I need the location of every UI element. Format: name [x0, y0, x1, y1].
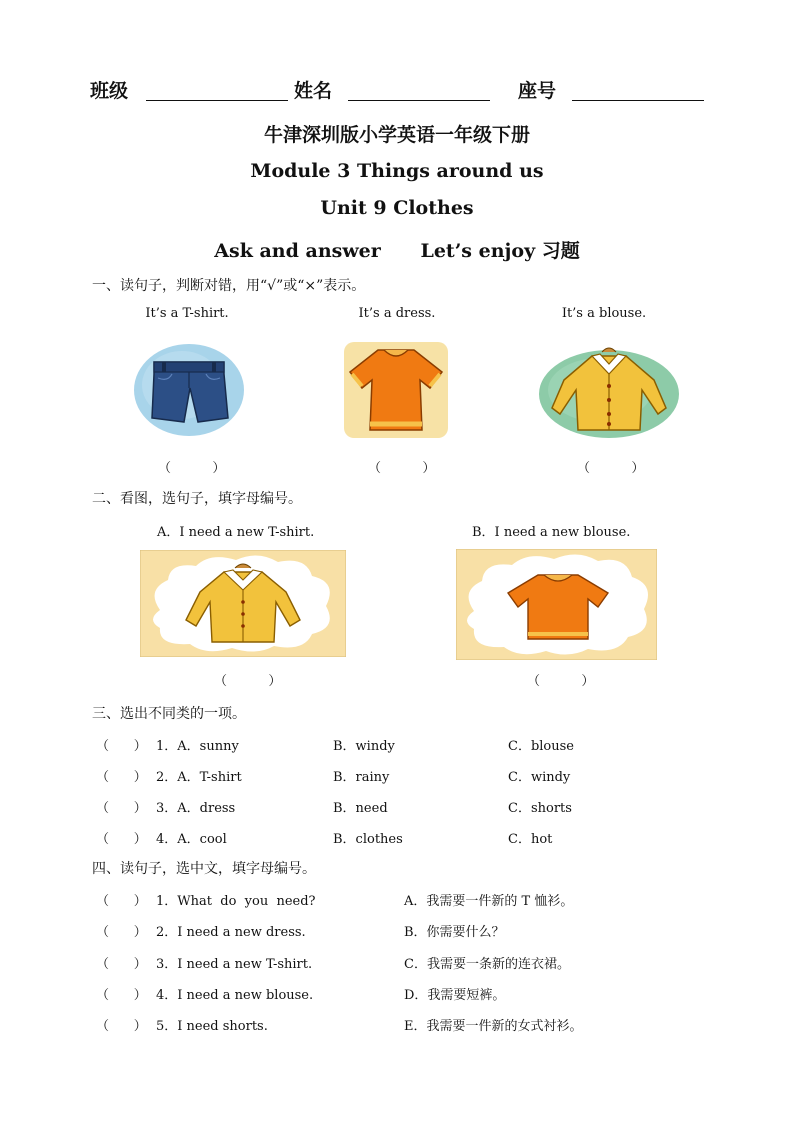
section4-chinese-d: D．我需要短裤。 — [404, 988, 506, 1003]
tshirt-picture — [342, 340, 450, 440]
section3-item-2-b: B．rainy — [333, 770, 390, 785]
section2-option-b: B．I need a new blouse. — [472, 525, 631, 540]
section4-english-1: 1．What do you need? — [156, 894, 316, 909]
section1-sentence-1: It’s a T-shirt. — [145, 306, 229, 321]
section4-bracket-2[interactable]: （ ） — [96, 925, 147, 940]
section3-item-3-c: C．shorts — [508, 801, 572, 816]
section4-heading: 四、读句子，选中文，填字母编号。 — [92, 861, 316, 877]
section3-item-1-c: C．blouse — [508, 739, 574, 754]
section3-item-1-a: 1．A．sunny — [156, 739, 239, 754]
section3-item-2-c: C．windy — [508, 770, 571, 785]
blouse-picture — [538, 344, 680, 440]
section4-english-3: 3．I need a new T-shirt. — [156, 957, 313, 972]
section4-english-5: 5．I need shorts. — [156, 1019, 268, 1034]
section4-bracket-1[interactable]: （ ） — [96, 894, 147, 909]
section3-bracket-3[interactable]: （ ） — [96, 801, 147, 816]
section4-bracket-4[interactable]: （ ） — [96, 988, 147, 1003]
section4-english-4: 4．I need a new blouse. — [156, 988, 314, 1003]
section2-option-a: A．I need a new T-shirt. — [157, 525, 315, 540]
section4-chinese-b: B．你需要什么？ — [404, 925, 505, 940]
section3-item-3-b: B．need — [333, 801, 388, 816]
section4-chinese-e: E．我需要一件新的女式衬衫。 — [404, 1019, 583, 1034]
section1-heading: 一、读句子，判断对错，用“√”或“×”表示。 — [92, 278, 366, 294]
class-blank[interactable] — [146, 100, 288, 101]
section4-chinese-c: C．我需要一条新的连衣裙。 — [404, 957, 570, 972]
section2-answer-1[interactable]: （ ） — [214, 674, 282, 689]
section3-item-4-b: B．clothes — [333, 832, 403, 847]
name-label: 姓名 — [294, 80, 333, 102]
blouse-cloud-picture — [140, 550, 346, 657]
seat-label: 座号 — [518, 80, 557, 102]
seat-blank[interactable] — [572, 100, 704, 101]
section1-sentence-3: It’s a blouse. — [561, 306, 647, 321]
section4-bracket-5[interactable]: （ ） — [96, 1019, 147, 1034]
section2-answer-2[interactable]: （ ） — [527, 674, 595, 689]
section3-item-3-a: 3．A．dress — [156, 801, 236, 816]
tshirt-cloud-picture — [456, 549, 657, 660]
name-blank[interactable] — [348, 100, 490, 101]
section3-bracket-1[interactable]: （ ） — [96, 739, 147, 754]
book-title: 牛津深圳版小学英语一年级下册 — [263, 124, 530, 146]
section4-bracket-3[interactable]: （ ） — [96, 957, 147, 972]
unit-title: Unit 9 Clothes — [320, 197, 474, 219]
section3-item-4-a: 4．A．cool — [156, 832, 227, 847]
shorts-picture — [132, 340, 247, 438]
section3-item-2-a: 2．A．T-shirt — [156, 770, 242, 785]
section3-item-1-b: B．windy — [333, 739, 395, 754]
section4-chinese-a: A．我需要一件新的 T 恤衫。 — [404, 894, 574, 909]
section4-english-2: 2．I need a new dress. — [156, 925, 306, 940]
class-label: 班级 — [90, 80, 129, 102]
section1-sentence-2: It’s a dress. — [358, 306, 436, 321]
section2-heading: 二、看图，选句子，填字母编号。 — [92, 491, 302, 507]
section3-heading: 三、选出不同类的一项。 — [92, 706, 246, 722]
section1-answer-3[interactable]: （ ） — [577, 461, 645, 476]
section3-item-4-c: C．hot — [508, 832, 553, 847]
section1-answer-1[interactable]: （ ） — [158, 461, 226, 476]
section3-bracket-2[interactable]: （ ） — [96, 770, 147, 785]
lesson-title: Ask and answer Let’s enjoy 习题 — [214, 240, 580, 262]
module-title: Module 3 Things around us — [250, 160, 544, 182]
section1-answer-2[interactable]: （ ） — [368, 461, 436, 476]
section3-bracket-4[interactable]: （ ） — [96, 832, 147, 847]
